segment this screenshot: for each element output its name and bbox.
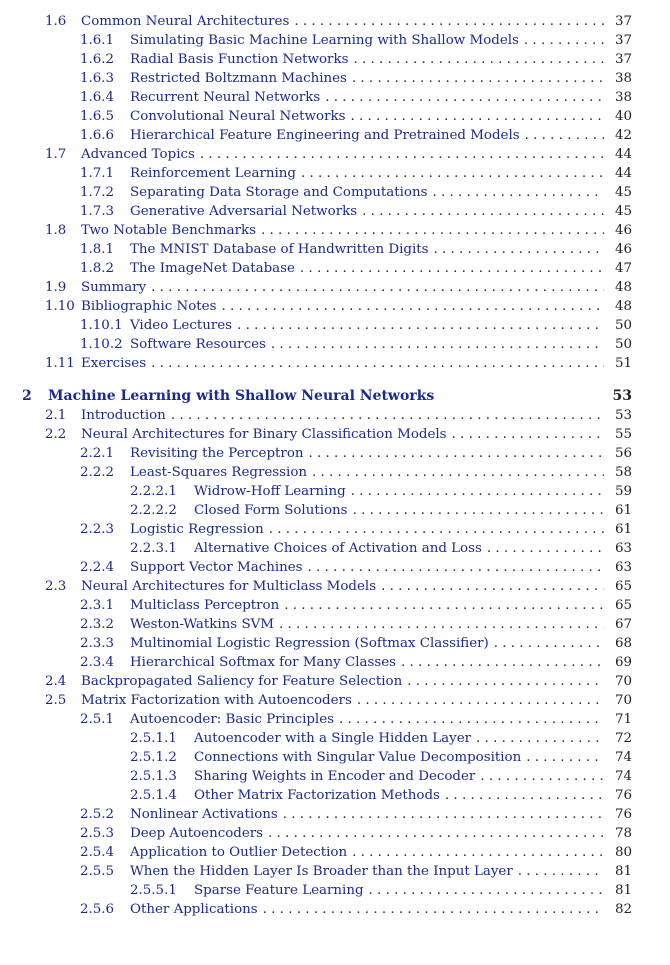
dot-leader [381,577,604,596]
dot-leader [494,634,604,653]
toc-entry[interactable] [80,824,632,843]
toc-entry[interactable] [80,88,632,107]
toc-entry[interactable] [45,577,632,596]
toc-entry-page: 55 [614,427,632,442]
toc-entry[interactable] [80,653,632,672]
toc-entry-title[interactable]: Advanced Topics [81,147,195,162]
toc-entry-title[interactable]: Support Vector Machines [130,560,303,575]
dot-leader [352,843,604,862]
toc-entry-title[interactable]: Reinforcement Learning [130,166,296,181]
toc-entry-page: 81 [614,864,632,879]
dot-leader [301,164,604,183]
toc-entry-title[interactable]: Other Matrix Factorization Methods [194,788,440,803]
toc-entry-number: 2.3.3 [80,636,115,651]
dot-leader [518,862,604,881]
toc-entry-title[interactable]: Deep Autoencoders [130,826,264,841]
toc-entry-page: 40 [614,109,632,124]
toc-entry-number: 2.5.1.3 [130,769,177,784]
toc-entry-title[interactable]: Application to Outlier Detection [130,845,348,860]
toc-entry-number: 2.2.2.2 [130,503,177,518]
dot-leader [309,444,604,463]
dot-leader [487,539,604,558]
toc-entry-title[interactable]: Least-Squares Regression [130,465,308,480]
toc-entry-page: 76 [614,788,632,803]
toc-entry[interactable] [45,406,632,425]
toc-entry-page: 44 [614,166,632,181]
toc-entry-page: 67 [614,617,632,632]
dot-leader [350,107,604,126]
toc-entry-title[interactable]: Backpropagated Saliency for Feature Selection [81,674,403,689]
dot-leader [237,316,604,335]
dot-leader [325,88,604,107]
toc-entry[interactable] [80,596,632,615]
toc-entry[interactable] [130,539,632,558]
toc-entry-page: 46 [614,242,632,257]
dot-leader [308,558,604,577]
toc-entry-title[interactable]: Convolutional Neural Networks [130,109,346,124]
toc-entry-number: 2.4 [45,674,67,689]
toc-entry-title[interactable]: Multinomial Logistic Regression (Softmax Classifier) [130,636,489,651]
dot-leader [362,202,604,221]
dot-leader [351,482,604,501]
toc-entry[interactable] [80,900,632,919]
toc-entry-page: 63 [614,560,632,575]
toc-entry-title[interactable]: Two Notable Benchmarks [81,223,256,238]
toc-entry-page: 81 [614,883,632,898]
toc-entry[interactable] [80,862,632,881]
toc-entry-number: 1.7.2 [80,185,115,200]
toc-entry[interactable] [45,297,632,316]
toc-entry-number: 1.10 [45,299,75,314]
toc-entry-title[interactable]: Hierarchical Softmax for Many Classes [130,655,397,670]
toc-entry-page: 58 [614,465,632,480]
toc-entry-number: 1.8.1 [80,242,115,257]
toc-entry-page: 61 [614,503,632,518]
toc-entry-title[interactable]: Machine Learning with Shallow Neural Networks [48,388,435,404]
toc-chapter-entry[interactable] [22,387,632,406]
dot-leader [271,335,604,354]
toc-entry-page: 37 [614,33,632,48]
toc-entry-number: 2 [22,388,32,404]
toc-entry-number: 2.2.3 [80,522,115,537]
toc-entry-page: 38 [614,71,632,86]
dot-leader [401,653,604,672]
dot-leader [339,710,604,729]
toc-entry[interactable] [130,881,632,900]
toc-entry-number: 2.5 [45,693,67,708]
dot-leader [445,786,604,805]
toc-entry[interactable] [45,691,632,710]
toc-entry[interactable] [80,126,632,145]
toc-entry-number: 2.3.2 [80,617,115,632]
dot-leader [476,729,604,748]
dot-leader [524,31,604,50]
toc-entry-number: 2.1 [45,408,67,423]
toc-entry-title[interactable]: Software Resources [130,337,266,352]
dot-leader [294,12,604,31]
toc-entry[interactable] [80,107,632,126]
toc-entry-page: 59 [614,484,632,499]
toc-entry-page: 45 [614,204,632,219]
toc-entry[interactable] [130,482,632,501]
toc-entry-title[interactable]: Sparse Feature Learning [194,883,364,898]
toc-entry[interactable] [80,259,632,278]
toc-entry-page: 78 [614,826,632,841]
toc-entry-title[interactable]: Bibliographic Notes [81,299,217,314]
toc-entry[interactable] [80,634,632,653]
toc-entry-number: 1.8.2 [80,261,115,276]
toc-entry-title[interactable]: Autoencoder: Basic Principles [130,712,334,727]
dot-leader [432,183,604,202]
toc-entry-page: 48 [614,280,632,295]
dot-leader [268,824,604,843]
toc-entry[interactable] [80,615,632,634]
toc-entry-page: 50 [614,337,632,352]
toc-entry-title[interactable]: Simulating Basic Machine Learning with Shallow Models [130,33,519,48]
toc-entry[interactable] [130,786,632,805]
toc-entry-number: 2.5.1.4 [130,788,177,803]
toc-entry-page: 56 [614,446,632,461]
toc-entry[interactable] [80,240,632,259]
dot-leader [480,767,604,786]
toc-entry-page: 82 [614,902,632,917]
toc-entry[interactable] [45,672,632,691]
toc-entry[interactable] [80,558,632,577]
dot-leader [357,691,604,710]
dot-leader [312,463,604,482]
toc-entry[interactable] [80,202,632,221]
toc-entry-page: 48 [614,299,632,314]
dot-leader [279,615,604,634]
toc-entry-page: 37 [614,52,632,67]
toc-entry-number: 2.3.4 [80,655,115,670]
toc-entry-number: 1.7.3 [80,204,115,219]
toc-entry-page: 53 [614,408,632,423]
toc-entry-title[interactable]: Restricted Boltzmann Machines [130,71,347,86]
toc-entry-number: 1.6.2 [80,52,115,67]
toc-entry-number: 1.9 [45,280,67,295]
toc-entry-page: 50 [614,318,632,333]
dot-leader [353,50,604,69]
dot-leader [353,501,604,520]
toc-entry-title[interactable]: Introduction [81,408,166,423]
toc-entry[interactable] [130,748,632,767]
dot-leader [369,881,604,900]
toc-entry-number: 1.6.1 [80,33,115,48]
toc-entry-title[interactable]: Video Lectures [130,318,233,333]
dot-leader [352,69,604,88]
toc-entry-number: 1.7.1 [80,166,115,181]
toc-entry-page: 69 [614,655,632,670]
toc-entry-page: 80 [614,845,632,860]
toc-entry[interactable] [80,183,632,202]
dot-leader [433,240,604,259]
toc-entry-title[interactable]: When the Hidden Layer Is Broader than the Input Layer [130,864,513,879]
dot-leader [200,145,604,164]
toc-entry-page: 37 [614,14,632,29]
dot-leader [452,425,604,444]
dot-leader [151,354,604,373]
toc-entry-number: 1.7 [45,147,67,162]
dot-leader [221,297,604,316]
toc-entry-number: 1.6.4 [80,90,115,105]
toc-entry[interactable] [130,501,632,520]
toc-entry-page: 38 [614,90,632,105]
toc-entry-number: 2.2.2.1 [130,484,177,499]
toc-entry-number: 1.10.2 [80,337,123,352]
toc-entry-page: 71 [614,712,632,727]
toc-entry-page: 68 [614,636,632,651]
toc-entry-number: 2.3 [45,579,67,594]
toc-entry[interactable] [80,520,632,539]
toc-entry-page: 47 [614,261,632,276]
toc-entry-number: 2.5.4 [80,845,115,860]
toc-entry-page: 61 [614,522,632,537]
toc-entry-number: 2.5.3 [80,826,115,841]
toc-entry-number: 2.2 [45,427,67,442]
toc-entry-number: 2.2.1 [80,446,115,461]
toc-entry[interactable] [80,805,632,824]
toc-entry-page: 74 [614,769,632,784]
toc-entry-title[interactable]: Neural Architectures for Multiclass Models [81,579,377,594]
toc-entry-number: 1.8 [45,223,67,238]
toc-entry[interactable] [80,50,632,69]
toc-entry-title[interactable]: The MNIST Database of Handwritten Digits [130,242,429,257]
toc-entry-title[interactable]: Sharing Weights in Encoder and Decoder [194,769,476,784]
toc-entry-number: 2.5.2 [80,807,115,822]
dot-leader [263,900,604,919]
toc-entry[interactable] [80,164,632,183]
toc-entry[interactable] [80,444,632,463]
toc-entry[interactable] [80,69,632,88]
dot-leader [525,126,604,145]
toc-entry-number: 2.5.1.1 [130,731,177,746]
toc-entry-title[interactable]: Weston-Watkins SVM [130,617,274,632]
toc-entry[interactable] [45,12,632,31]
dot-leader [407,672,604,691]
dot-leader [269,520,604,539]
toc-entry[interactable] [80,463,632,482]
dot-leader [151,278,604,297]
toc-entry-title[interactable]: Other Applications [130,902,258,917]
toc-entry-number: 2.5.6 [80,902,115,917]
toc-entry[interactable] [130,767,632,786]
toc-entry-title[interactable]: Exercises [81,356,147,371]
dot-leader [526,748,604,767]
toc-entry-number: 2.3.1 [80,598,115,613]
toc-entry-number: 2.5.5 [80,864,115,879]
toc-entry-page: 46 [614,223,632,238]
toc-entry-title[interactable]: Radial Basis Function Networks [130,52,349,67]
toc-entry-page: 74 [614,750,632,765]
toc-entry-title[interactable]: Common Neural Architectures [81,14,290,29]
toc-entry[interactable] [80,335,632,354]
toc-entry-page: 42 [614,128,632,143]
toc-entry-page: 70 [614,693,632,708]
toc-entry-number: 1.6 [45,14,67,29]
toc-entry-number: 1.11 [45,356,75,371]
toc-entry-page: 44 [614,147,632,162]
toc-entry-title[interactable]: Connections with Singular Value Decomposition [194,750,522,765]
dot-leader [261,221,604,240]
toc-entry-title[interactable]: Matrix Factorization with Autoencoders [81,693,352,708]
toc-entry-number: 1.6.5 [80,109,115,124]
dot-leader [283,805,604,824]
toc-entry-title[interactable]: Logistic Regression [130,522,264,537]
toc-entry-number: 2.5.1 [80,712,115,727]
dot-leader [284,596,604,615]
toc-entry-number: 2.2.2 [80,465,115,480]
toc-entry[interactable] [130,729,632,748]
toc-entry-title[interactable]: Multiclass Perceptron [130,598,280,613]
toc-entry-title[interactable]: Separating Data Storage and Computations [130,185,428,200]
toc-entry-page: 65 [614,579,632,594]
toc-entry-page: 65 [614,598,632,613]
toc-entry-page: 63 [614,541,632,556]
toc-entry-number: 1.6.3 [80,71,115,86]
toc-entry-title[interactable]: Generative Adversarial Networks [130,204,358,219]
toc-entry[interactable] [80,710,632,729]
toc-entry-title[interactable]: The ImageNet Database [130,261,295,276]
toc-entry[interactable] [80,31,632,50]
toc-entry-title[interactable]: Widrow-Hoff Learning [194,484,346,499]
toc-entry-page: 70 [614,674,632,689]
toc-entry-number: 2.2.4 [80,560,115,575]
toc-entry[interactable] [45,221,632,240]
toc-entry-title[interactable]: Revisiting the Perceptron [130,446,304,461]
toc-entry[interactable] [45,425,632,444]
toc-entry[interactable] [80,316,632,335]
toc-entry-page: 45 [614,185,632,200]
toc-entry-title[interactable]: Hierarchical Feature Engineering and Pretrained Models [130,128,520,143]
toc-entry-title[interactable]: Closed Form Solutions [194,503,348,518]
dot-leader [300,259,604,278]
toc-entry-number: 1.6.6 [80,128,115,143]
toc-entry-title[interactable]: Alternative Choices of Activation and Loss [194,541,482,556]
toc-entry-page: 72 [614,731,632,746]
toc-entry-page: 76 [614,807,632,822]
toc-entry-page: 51 [614,356,632,371]
toc-entry-title[interactable]: Summary [81,280,147,295]
toc-entry-title[interactable]: Recurrent Neural Networks [130,90,321,105]
toc-entry[interactable] [45,354,632,373]
toc-entry[interactable] [80,843,632,862]
toc-entry-title[interactable]: Autoencoder with a Single Hidden Layer [194,731,472,746]
toc-entry-number: 2.5.5.1 [130,883,177,898]
toc-entry-page: 53 [612,388,632,404]
toc-entry[interactable] [45,145,632,164]
toc-entry[interactable] [45,278,632,297]
toc-entry-title[interactable]: Neural Architectures for Binary Classification Models [81,427,447,442]
dot-leader [171,406,604,425]
toc-entry-number: 2.2.3.1 [130,541,177,556]
toc-entry-number: 1.10.1 [80,318,123,333]
toc-entry-number: 2.5.1.2 [130,750,177,765]
toc-entry-title[interactable]: Nonlinear Activations [130,807,278,822]
